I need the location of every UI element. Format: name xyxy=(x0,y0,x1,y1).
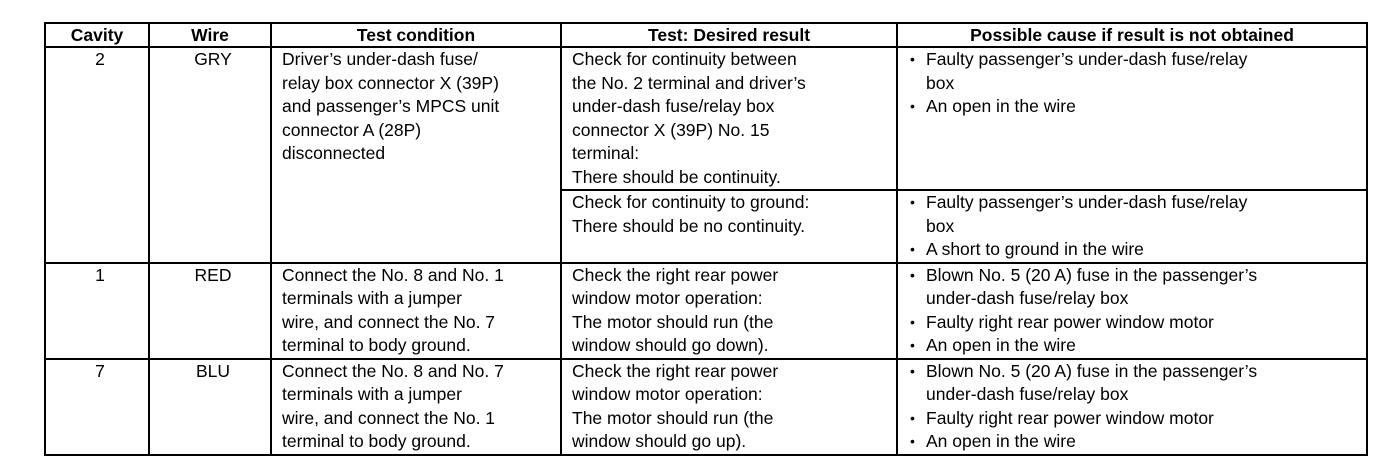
test-condition-cell xyxy=(271,263,561,359)
desired-result-line: window should go up). xyxy=(572,431,747,451)
cause-list xyxy=(908,264,1362,358)
possible-cause-cell xyxy=(897,359,1367,455)
test-condition-line: Connect the No. 8 and No. 1 xyxy=(282,264,504,285)
cause-text-line: box xyxy=(926,72,955,93)
test-condition-line: disconnected xyxy=(282,143,386,163)
cause-text-line: • An open in the wire xyxy=(926,96,1076,116)
cause-text-line: • An open in the wire xyxy=(926,431,1076,451)
cause-item xyxy=(908,407,1362,431)
test-condition-line: terminals with a jumper xyxy=(282,288,462,308)
desired-result-line: There should be no continuity. xyxy=(572,215,806,236)
possible-cause-cell xyxy=(897,47,1367,190)
cause-text-line: • Faulty passenger’s under-dash fuse/relay xyxy=(926,192,1248,212)
desired-result-line: Check the right rear power xyxy=(572,264,779,285)
cause-item xyxy=(908,311,1362,335)
table-body xyxy=(45,47,1367,455)
desired-result-line: window motor operation: xyxy=(572,288,763,308)
test-condition-line: wire, and connect the No. 7 xyxy=(282,311,496,332)
desired-result-line: connector X (39P) No. 15 xyxy=(572,119,770,140)
desired-result-cell xyxy=(561,359,897,455)
cause-text-line: under-dash fuse/relay box xyxy=(926,384,1129,404)
test-condition-line: and passenger’s MPCS unit xyxy=(282,96,500,116)
cause-text-line: • Faulty right rear power window motor xyxy=(926,311,1214,332)
cavity-cell: 7 xyxy=(45,359,149,455)
header-desired-result: Test: Desired result xyxy=(561,23,897,47)
cause-text-line: under-dash fuse/relay box xyxy=(926,288,1129,308)
desired-result-line: There should be continuity. xyxy=(572,166,781,187)
desired-result-line: window should go down). xyxy=(572,335,769,355)
header-cavity: Cavity xyxy=(45,23,149,47)
header-test-condition: Test condition xyxy=(271,23,561,47)
desired-result-cell xyxy=(561,190,897,263)
cause-item xyxy=(908,334,1362,358)
desired-result-line: terminal: xyxy=(572,143,640,163)
desired-result-line: The motor should run (the xyxy=(572,311,774,332)
cause-item xyxy=(908,360,1362,407)
wire-cell: GRY xyxy=(149,47,271,263)
desired-result-cell xyxy=(561,263,897,359)
cause-text-line: • Faulty passenger’s under-dash fuse/relay xyxy=(926,49,1248,69)
test-condition-cell xyxy=(271,359,561,455)
cause-text-line: • A short to ground in the wire xyxy=(926,239,1144,259)
test-condition-line: relay box connector X (39P) xyxy=(282,72,499,93)
test-condition-line: connector A (28P) xyxy=(282,119,422,140)
cause-list xyxy=(908,48,1362,119)
cause-item xyxy=(908,238,1362,262)
test-condition-line: Driver’s under-dash fuse/ xyxy=(282,49,478,69)
desired-result-line: under-dash fuse/relay box xyxy=(572,96,775,116)
cavity-cell: 2 xyxy=(45,47,149,263)
cause-list xyxy=(908,360,1362,454)
cause-item xyxy=(908,264,1362,311)
desired-result-line: the No. 2 terminal and driver’s xyxy=(572,72,806,93)
test-condition-line: terminals with a jumper xyxy=(282,384,462,404)
cavity-cell: 1 xyxy=(45,263,149,359)
header-wire: Wire xyxy=(149,23,271,47)
diagnostic-table-container xyxy=(44,22,1368,456)
table-header xyxy=(45,23,1367,47)
cause-list xyxy=(908,191,1362,262)
cause-item xyxy=(908,48,1362,95)
desired-result-line: window motor operation: xyxy=(572,384,763,404)
test-condition-line: Connect the No. 8 and No. 7 xyxy=(282,360,504,381)
table-row xyxy=(45,359,1367,455)
cause-text-line: • An open in the wire xyxy=(926,335,1076,355)
desired-result-line: Check for continuity between xyxy=(572,49,797,69)
cause-text-line: • Faulty right rear power window motor xyxy=(926,407,1214,428)
wire-cell: RED xyxy=(149,263,271,359)
cause-text-line: • Blown No. 5 (20 A) fuse in the passenger’s xyxy=(926,360,1258,381)
test-condition-line: terminal to body ground. xyxy=(282,431,471,451)
desired-result-line: Check for continuity to ground: xyxy=(572,192,810,212)
desired-result-line: The motor should run (the xyxy=(572,407,774,428)
cause-item xyxy=(908,191,1362,238)
wire-cell: BLU xyxy=(149,359,271,455)
test-condition-cell xyxy=(271,47,561,263)
desired-result-line: Check the right rear power xyxy=(572,360,779,381)
desired-result-cell xyxy=(561,47,897,190)
cause-item xyxy=(908,430,1362,454)
cause-text-line: • Blown No. 5 (20 A) fuse in the passenger’s xyxy=(926,264,1258,285)
table-row xyxy=(45,263,1367,359)
possible-cause-cell xyxy=(897,190,1367,263)
test-condition-line: terminal to body ground. xyxy=(282,335,471,355)
possible-cause-cell xyxy=(897,263,1367,359)
header-row xyxy=(45,23,1367,47)
header-possible-cause: Possible cause if result is not obtained xyxy=(897,23,1367,47)
test-condition-line: wire, and connect the No. 1 xyxy=(282,407,496,428)
table-row xyxy=(45,47,1367,190)
cause-text-line: box xyxy=(926,215,955,236)
diagnostic-table xyxy=(44,22,1368,456)
cause-item xyxy=(908,95,1362,119)
